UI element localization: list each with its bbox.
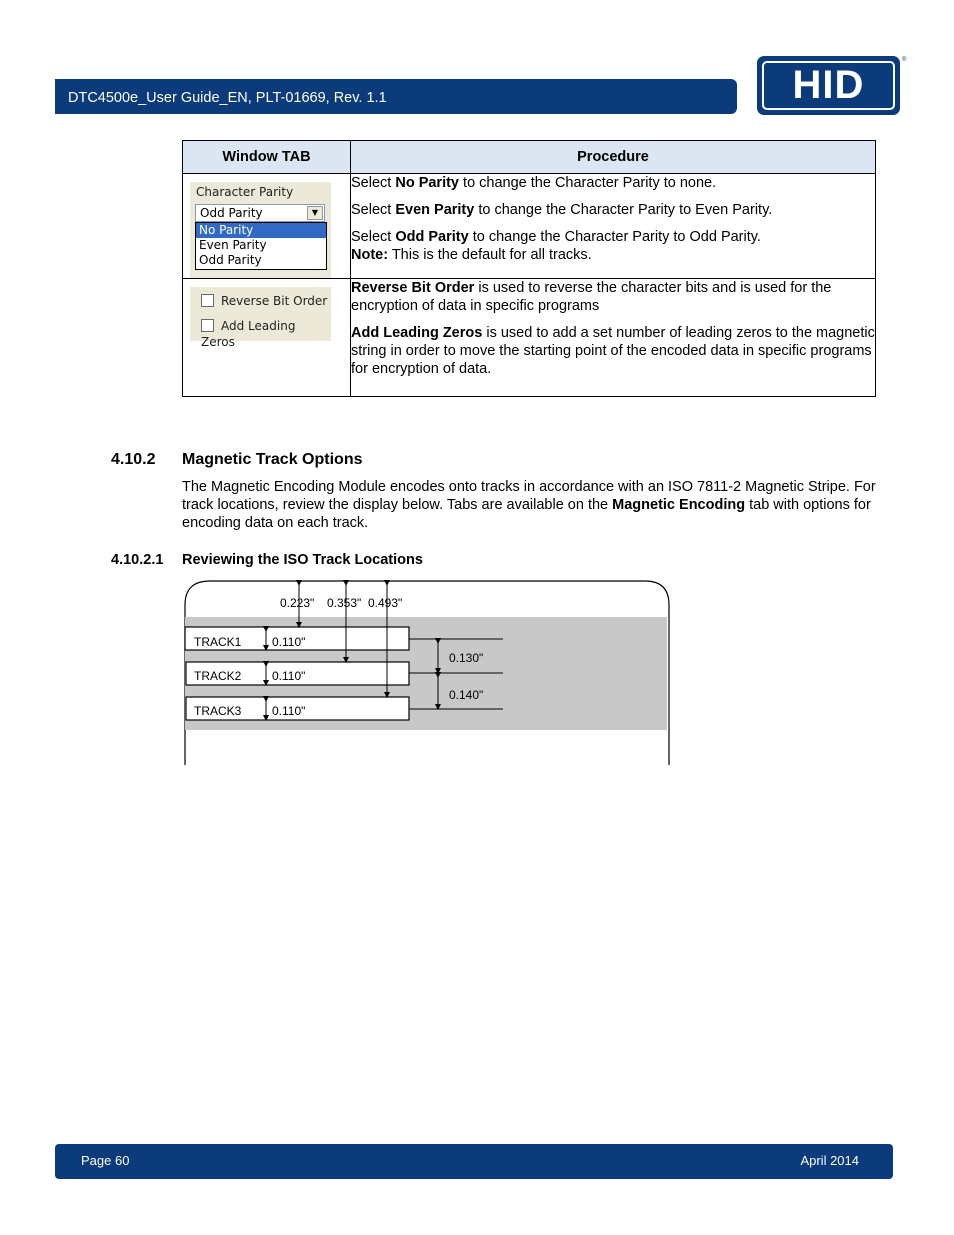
text: tab with options for encoding data on each track. — [182, 497, 871, 531]
bold-text: Magnetic Encoding — [612, 497, 746, 513]
text: Select — [351, 202, 396, 218]
track2-label: TRACK2 — [194, 669, 242, 683]
track1-height: 0.110" — [272, 635, 306, 649]
offset-label-1: 0.223" — [280, 596, 315, 610]
window-tab-cell — [183, 174, 351, 279]
track2-height: 0.110" — [272, 669, 306, 683]
parity-combo-box[interactable] — [195, 204, 325, 222]
table-row — [183, 174, 876, 279]
procedure-cell — [351, 174, 876, 279]
spacing-label-1: 0.130" — [449, 651, 484, 665]
document-title: DTC4500e_User Guide_EN, PLT-01669, Rev. 1.1 — [68, 90, 387, 106]
checkbox-label: Add Leading Zeros — [201, 319, 296, 349]
text: is used to reverse the character bits and is used for the encryption of data in specific programs — [351, 280, 832, 314]
parity-option-odd-parity[interactable]: Odd Parity — [199, 253, 262, 267]
window-tab-cell — [183, 279, 351, 397]
offset-label-3: 0.493" — [368, 596, 403, 610]
add-leading-zeros-checkbox[interactable] — [201, 318, 331, 349]
checkbox-icon[interactable] — [201, 319, 214, 332]
bold-text: Add Leading Zeros — [351, 325, 483, 341]
iso-track-diagram — [180, 575, 680, 767]
track3-height: 0.110" — [272, 704, 306, 718]
track1-label: TRACK1 — [194, 635, 242, 649]
track3-label: TRACK3 — [194, 704, 242, 718]
bold-text: No Parity — [395, 175, 460, 191]
bold-text: Odd Parity — [395, 229, 469, 245]
note-label: Note: — [351, 247, 389, 263]
character-parity-label: Character Parity — [196, 185, 294, 199]
chevron-down-icon[interactable]: ▼ — [307, 206, 323, 220]
procedure-line — [351, 228, 875, 264]
subsection-title: Reviewing the ISO Track Locations — [182, 552, 423, 568]
spacing-label-2: 0.140" — [449, 688, 484, 702]
checkbox-icon[interactable] — [201, 294, 214, 307]
bold-text: Reverse Bit Order — [351, 280, 475, 296]
logo-text: HID — [762, 61, 895, 110]
parity-option-no-parity[interactable]: No Parity — [196, 223, 326, 238]
character-parity-widget — [190, 182, 331, 278]
offset-label-2: 0.353" — [327, 596, 362, 610]
section-number: 4.10.2 — [111, 451, 156, 468]
note-text: This is the default for all tracks. — [388, 247, 592, 263]
checkbox-label: Reverse Bit Order — [221, 294, 328, 308]
bit-options-widget — [190, 287, 331, 349]
page-number: Page 60 — [81, 1153, 130, 1168]
bold-text: Even Parity — [395, 202, 475, 218]
text: is used to add a set number of leading zeros to the magnetic string in order to move the starting point of the encoded data in specific programs for encryption of data. — [351, 325, 875, 377]
hid-logo — [757, 56, 900, 115]
section-heading — [111, 451, 362, 469]
procedure-cell — [351, 279, 876, 397]
header-bar — [55, 79, 737, 114]
text: to change the Character Parity to Odd Parity. — [468, 229, 761, 245]
footer-date: April 2014 — [800, 1153, 859, 1168]
text: The Magnetic Encoding Module encodes onto tracks in accordance with an ISO 7811-2 Magnetic Stripe. For track locations, review the display below. Tabs are available on the — [182, 479, 876, 513]
procedure-line — [351, 174, 875, 192]
text: Select — [351, 175, 396, 191]
section-paragraph — [182, 478, 876, 532]
col-header-window-tab: Window TAB — [183, 141, 351, 174]
procedure-line — [351, 201, 875, 219]
subsection-number: 4.10.2.1 — [111, 552, 164, 568]
reverse-bit-order-checkbox[interactable] — [201, 293, 327, 309]
text: to change the Character Parity to Even Parity. — [474, 202, 773, 218]
procedure-paragraph — [351, 279, 875, 315]
parity-combo-value: Odd Parity — [200, 206, 263, 220]
footer-bar — [55, 1144, 893, 1179]
registered-mark: ® — [902, 57, 907, 63]
text: to change the Character Parity to none. — [459, 175, 717, 191]
procedure-paragraph — [351, 324, 875, 378]
parity-option-even-parity[interactable]: Even Parity — [199, 238, 267, 252]
text: Select — [351, 229, 396, 245]
section-title: Magnetic Track Options — [182, 451, 363, 468]
subsection-heading — [111, 552, 423, 568]
table-header-row — [183, 141, 876, 174]
parity-dropdown-list — [195, 222, 327, 270]
table-row — [183, 279, 876, 397]
procedure-table — [182, 140, 876, 397]
col-header-procedure: Procedure — [351, 141, 876, 174]
